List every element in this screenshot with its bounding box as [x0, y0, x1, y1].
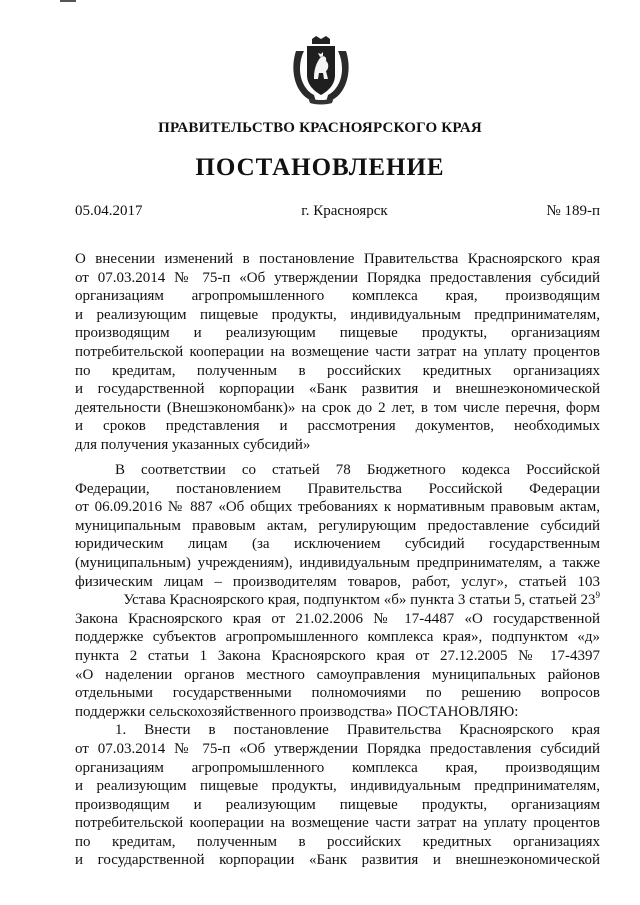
subject-line: потребительской кооперации на возмещение части затрат на уплату процентов	[75, 343, 600, 360]
body-line: организациям агропромышленного комплекса края, производящим	[75, 759, 600, 776]
body-line: поддержке субъектов агропромышленного комплекса края», подпунктом «д»	[75, 629, 600, 646]
subject-line: по кредитам, полученным в российских кредитных организациях	[75, 362, 600, 379]
coat-of-arms-emblem	[290, 35, 352, 105]
body-line: отдельными государственными полномочиями по решению вопросов	[75, 685, 600, 702]
subject-line: деятельности (Внешэкономбанк)» на срок до 2 лет, в том числе перечня, форм	[75, 399, 600, 416]
body-line-text: Устава Красноярского края, подпунктом «б» пункта 3 статьи 5, статьей 23	[123, 592, 596, 609]
body-line: и государственной корпорации «Банк развития и внешнеэкономической	[75, 852, 600, 869]
body-line: от 07.03.2014 № 75-п «Об утверждении Порядка предоставления субсидий	[75, 740, 600, 757]
subject-line: от 07.03.2014 № 75-п «Об утверждении Порядка предоставления субсидий	[75, 269, 600, 286]
subject-line: организациям агропромышленного комплекса края, производящим	[75, 288, 600, 305]
document-meta-row	[75, 203, 600, 220]
subject-line: О внесении изменений в постановление Правительства Красноярского края	[75, 251, 600, 267]
body-line: муниципальным правовым актам, регулирующим предоставление субсидий	[75, 517, 600, 534]
superscript: 9	[595, 591, 600, 601]
body-line: (муниципальным) учреждениям), индивидуальным предпринимателям, а также	[75, 554, 600, 571]
body-line: физическим лицам – производителям товаров, работ, услуг», статьей 103	[75, 573, 600, 590]
body-line: по кредитам, полученным в российских кредитных организациях	[75, 833, 600, 850]
body-block	[75, 461, 600, 870]
body-line: юридическим лицам (за исключением субсидий государственным	[75, 536, 600, 553]
document-city: г. Красноярск	[301, 203, 388, 219]
subject-line: для получения указанных субсидий»	[75, 436, 311, 453]
subject-line: и сроков представления и рассмотрения документов, необходимых	[75, 418, 600, 435]
scan-mark	[60, 0, 76, 2]
body-line: и реализующим пищевые продукты, индивидуальным предпринимателям,	[75, 778, 600, 795]
body-line: пункта 2 статьи 1 Закона Красноярского края от 27.12.2005 № 17-4397	[75, 647, 600, 664]
body-line: потребительской кооперации на возмещение части затрат на уплату процентов	[75, 815, 600, 832]
body-line: «О наделении органов местного самоуправления муниципальных районов	[75, 666, 600, 683]
body-line: поддержки сельскохозяйственного производства» ПОСТАНОВЛЯЮ:	[75, 703, 519, 720]
body-line	[75, 591, 600, 610]
subject-block	[75, 250, 600, 455]
subject-line: и реализующим пищевые продукты, индивидуальным предпринимателям,	[75, 306, 600, 323]
body-line: производящим и реализующим пищевые продукты, организациям	[75, 796, 600, 813]
document-number: № 189-п	[546, 203, 600, 219]
subject-line: производящим и реализующим пищевые продукты, организациям	[75, 325, 600, 342]
body-line: Закона Красноярского края от 21.02.2006 № 17-4487 «О государственной	[75, 610, 600, 627]
document-type-title: ПОСТАНОВЛЕНИЕ	[195, 154, 445, 181]
body-line: Федерации, постановлением Правительства Российской Федерации	[75, 480, 600, 497]
body-line: 1. Внести в постановление Правительства Красноярского края	[115, 722, 600, 739]
government-name: ПРАВИТЕЛЬСТВО КРАСНОЯРСКОГО КРАЯ	[158, 120, 482, 136]
body-line: от 06.09.2016 № 887 «Об общих требованиях к нормативным правовым актам,	[75, 499, 600, 516]
body-line: В соответствии со статьей 78 Бюджетного кодекса Российской	[115, 462, 600, 478]
document-date: 05.04.2017	[75, 203, 143, 219]
subject-line: и государственной корпорации «Банк развития и внешнеэкономической	[75, 381, 600, 398]
